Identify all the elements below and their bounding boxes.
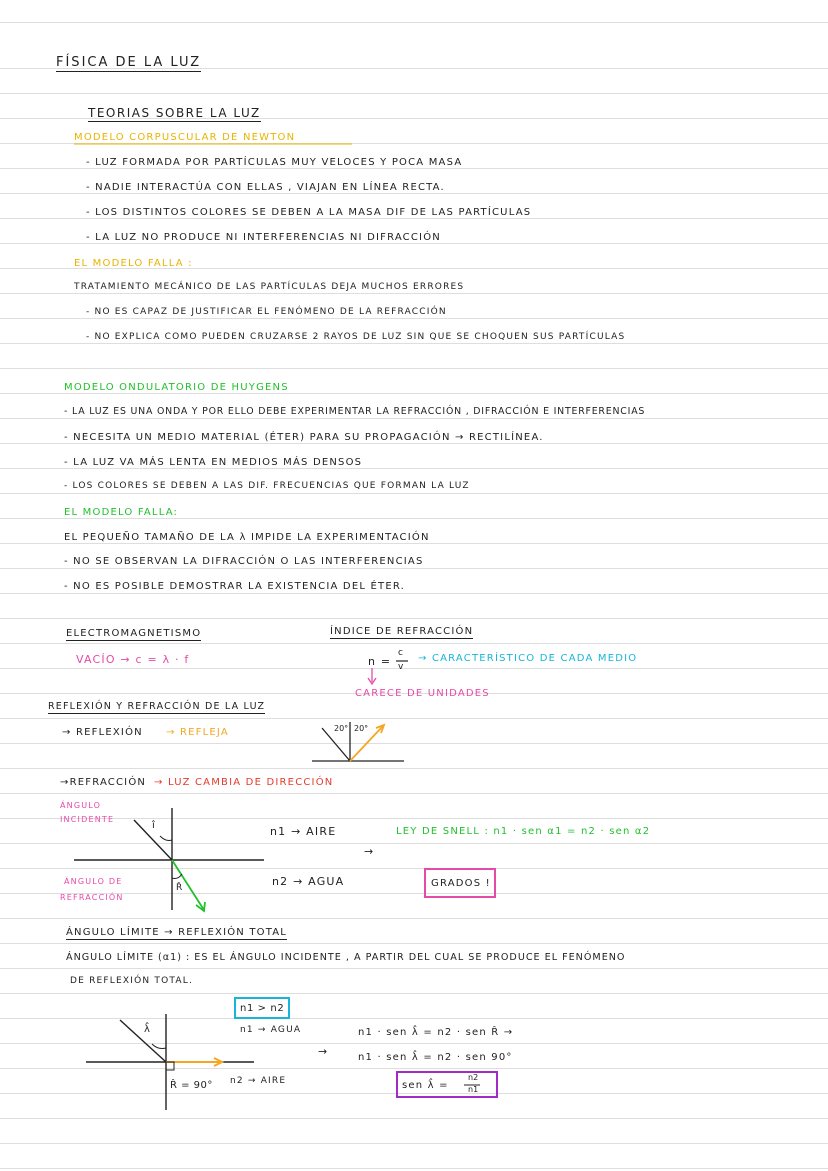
condition-n1-n2: n1 > n2 <box>240 1003 285 1014</box>
reflection-diagram <box>312 722 404 761</box>
huygens-heading: MODELO ONDULATORIO DE HUYGENS <box>64 382 289 393</box>
newton-falla-label: EL MODELO FALLA : <box>74 258 193 269</box>
incident-angle-symbol: î <box>152 820 155 831</box>
indice-formula-lhs: n = <box>368 655 392 668</box>
page-title: FÍSICA DE LA LUZ <box>56 56 201 72</box>
huygens-falla-label: EL MODELO FALLA: <box>64 507 179 518</box>
refraction-diagram <box>74 808 264 911</box>
angulo-refraccion-label: ÁNGULO DE <box>64 877 123 886</box>
angulo-incidente-label: INCIDENTE <box>60 815 115 824</box>
huygens-bullet: - LA LUZ VA MÁS LENTA EN MEDIOS MÁS DENSOS <box>64 457 363 468</box>
reflexion-angle-b: 20° <box>354 724 369 733</box>
newton-falla-intro: TRATAMIENTO MECÁNICO DE LAS PARTÍCULAS DEJA MUCHOS ERRORES <box>74 282 465 292</box>
reflexion-heading: REFLEXIÓN Y REFRACCIÓN DE LA LUZ <box>48 702 265 714</box>
limit-angle-diagram <box>86 1014 254 1110</box>
medium-n2: n2 → AGUA <box>272 875 345 888</box>
limite-arrow: → <box>318 1045 329 1058</box>
limite-eq2: n1 · sen λ̂ = n2 · sen 90° <box>358 1052 513 1063</box>
refleja-label: → REFLEJA <box>166 727 229 738</box>
refraccion-cambia: → LUZ CAMBIA DE DIRECCIÓN <box>154 777 334 788</box>
newton-bullet: - NADIE INTERACTÚA CON ELLAS , VIAJAN EN LÍNEA RECTA. <box>86 182 445 193</box>
medium-n2-aire: n2 → AIRE <box>230 1076 287 1086</box>
huygens-bullet: - NECESITA UN MEDIO MATERIAL (ÉTER) PARA SU PROPAGACIÓN → RECTILÍNEA. <box>64 432 544 443</box>
reflexion-angle-a: 20° <box>334 724 349 733</box>
newton-bullet: - LA LUZ NO PRODUCE NI INTERFERENCIAS NI DIFRACCIÓN <box>86 232 441 243</box>
reflexion-label: → REFLEXIÓN <box>62 727 143 738</box>
newton-bullet: - LUZ FORMADA POR PARTÍCULAS MUY VELOCES Y POCA MASA <box>86 157 463 168</box>
newton-falla-bullet: - NO ES CAPAZ DE JUSTIFICAR EL FENÓMENO DE LA REFRACCIÓN <box>86 307 447 317</box>
huygens-bullet: - LA LUZ ES UNA ONDA Y POR ELLO DEBE EXPERIMENTAR LA REFRACCIÓN , DIFRACCIÓN E INTERFERENCIAS <box>64 406 646 417</box>
huygens-falla-line: EL PEQUEÑO TAMAÑO DE LA λ IMPIDE LA EXPERIMENTACIÓN <box>64 532 430 543</box>
huygens-falla-line: - NO SE OBSERVAN LA DIFRACCIÓN O LAS INTERFERENCIAS <box>64 556 424 567</box>
indice-formula-num: c <box>398 648 403 658</box>
huygens-falla-line: - NO ES POSIBLE DEMOSTRAR LA EXISTENCIA DEL ÉTER. <box>64 581 406 592</box>
newton-falla-bullet: - NO EXPLICA COMO PUEDEN CRUZARSE 2 RAYOS DE LUZ SIN QUE SE CHOQUEN SUS PARTÍCULAS <box>86 332 626 342</box>
medium-n1-agua: n1 → AGUA <box>240 1025 302 1035</box>
newton-bullet: - LOS DISTINTOS COLORES SE DEBEN A LA MASA DIF DE LAS PARTÍCULAS <box>86 207 532 218</box>
newton-heading: MODELO CORPUSCULAR DE NEWTON <box>74 132 296 143</box>
huygens-bullet: - LOS COLORES SE DEBEN A LAS DIF. FRECUENCIAS QUE FORMAN LA LUZ <box>64 481 470 491</box>
indice-sin-unidades: CARECE DE UNIDADES <box>355 688 490 699</box>
limite-eq3-den: n1 <box>468 1085 479 1094</box>
angulo-limite-heading: ÁNGULO LÍMITE → REFLEXIÓN TOTAL <box>66 927 288 938</box>
indice-caracteristico: → CARACTERÍSTICO DE CADA MEDIO <box>418 653 638 664</box>
angulo-limite-definition-end: DE REFLEXIÓN TOTAL. <box>70 976 194 986</box>
refraction-90-label: R̂ = 90° <box>170 1080 213 1091</box>
indice-heading: ÍNDICE DE REFRACCIÓN <box>330 626 474 637</box>
limite-eq3-num: n2 <box>468 1073 479 1082</box>
angulo-refraccion-label: REFRACCIÓN <box>60 893 124 902</box>
medium-n1: n1 → AIRE <box>270 825 337 838</box>
refraccion-label: →REFRACCIÓN <box>60 777 147 788</box>
indice-formula-den: v <box>398 662 404 672</box>
refraction-angle-symbol: R̂ <box>176 883 183 893</box>
electromagnetismo-heading: ELECTROMAGNETISMO <box>66 628 202 639</box>
grados-note: GRADOS ! <box>431 878 491 889</box>
angulo-limite-definition: ÁNGULO LÍMITE (α1) : ES EL ÁNGULO INCIDENTE , A PARTIR DEL CUAL SE PRODUCE EL FENÓMENO <box>66 952 626 963</box>
angulo-incidente-label: ÁNGULO <box>60 801 102 810</box>
ley-snell: LEY DE SNELL : n1 · sen α1 = n2 · sen α2 <box>396 826 651 837</box>
refraccion-arrow: → <box>364 845 375 858</box>
limite-eq1: n1 · sen λ̂ = n2 · sen R̂ → <box>358 1027 514 1038</box>
vacio-formula: VACÍO → c = λ · f <box>76 653 190 666</box>
teorias-heading: TEORIAS SOBRE LA LUZ <box>88 107 261 122</box>
limit-angle-symbol: λ̂ <box>144 1024 150 1035</box>
limite-eq3-lhs: sen λ̂ = <box>402 1080 449 1091</box>
